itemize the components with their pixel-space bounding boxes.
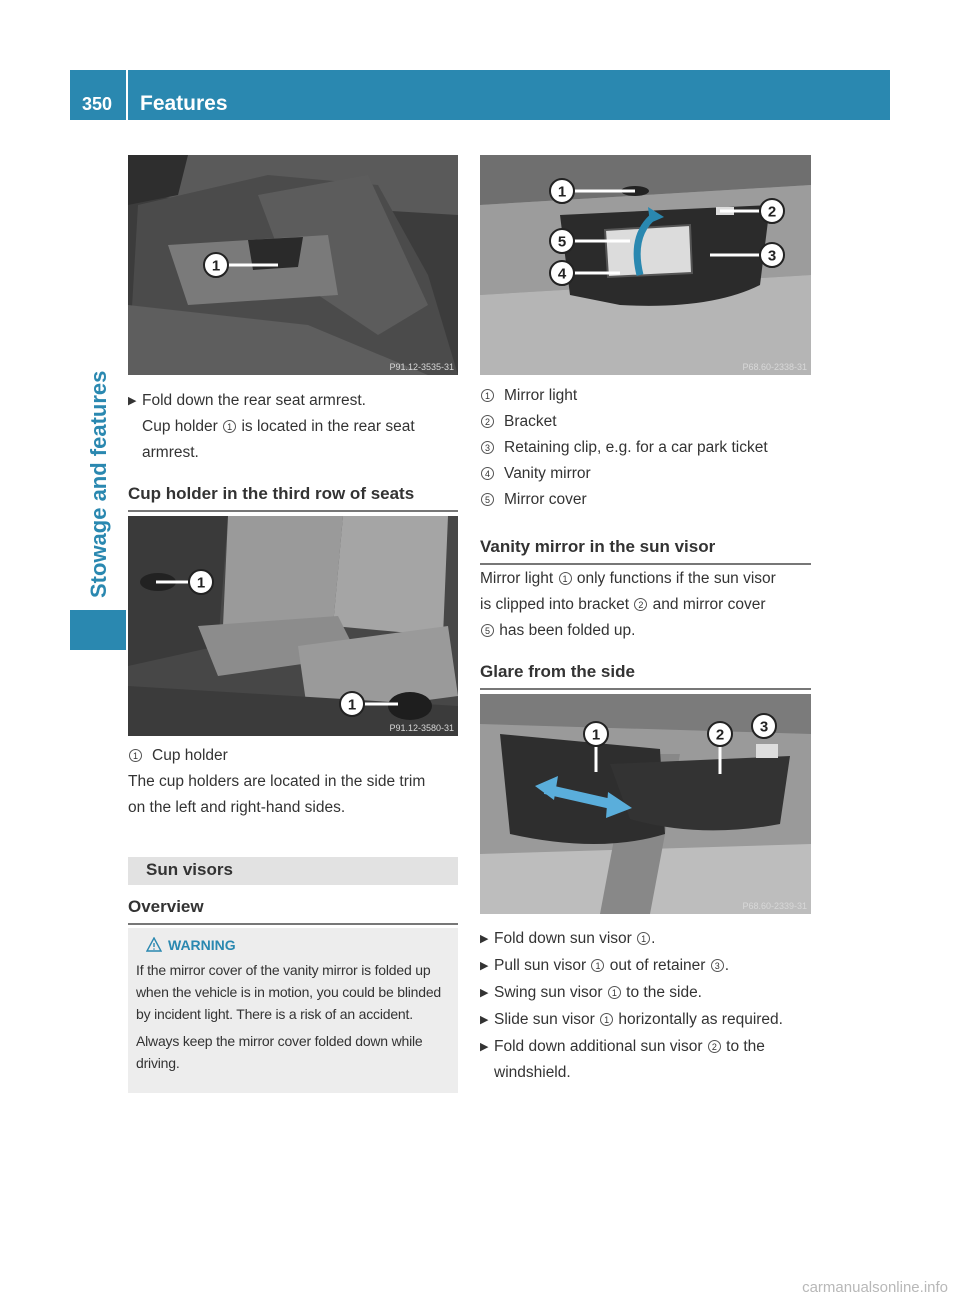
page-number: 350 [82, 94, 113, 114]
step-arrow-icon: ▶ [480, 933, 489, 945]
callout-2-icon: 2 [481, 415, 494, 428]
svg-text:2: 2 [715, 726, 725, 744]
callout-2-icon: 2 [708, 1040, 721, 1053]
heading-overview: Overview [128, 897, 458, 925]
callout-3-icon: 3 [481, 441, 494, 454]
step-arrow-icon: ▶ [480, 987, 489, 999]
svg-text:1: 1 [591, 726, 601, 744]
watermark: carmanualsonline.info [802, 1279, 948, 1296]
callout-5-icon: 5 [481, 624, 494, 637]
para-side-trim: The cup holders are located in the side trim on the left and right-hand sides. [128, 773, 426, 816]
svg-text:4: 4 [557, 265, 567, 283]
section-sun-visors: Sun visors [128, 857, 458, 885]
heading-third-row: Cup holder in the third row of seats [128, 484, 458, 512]
photo-code: P91.12-3580-31 [389, 723, 454, 733]
callout-1-icon: 1 [608, 986, 621, 999]
step-fold-sun-visor: ▶ Fold down sun visor 1 . [480, 926, 655, 952]
step-swing-sun-visor: ▶ Swing sun visor 1 to the side. [480, 980, 702, 1006]
svg-text:1: 1 [557, 183, 567, 201]
photo-code: P91.12-3535-31 [389, 362, 454, 372]
side-tab-label: Stowage and features [86, 370, 111, 598]
heading-glare: Glare from the side [480, 662, 811, 690]
legend-item: 2 Bracket [480, 409, 557, 435]
callout-1-icon: 1 [600, 1013, 613, 1026]
svg-text:3: 3 [759, 718, 769, 736]
svg-text:1: 1 [211, 257, 221, 275]
step-slide-sun-visor: ▶ Slide sun visor 1 horizontally as required. [480, 1007, 783, 1033]
callout-2-icon: 2 [634, 598, 647, 611]
header-divider [126, 70, 128, 120]
warning-triangle-icon [146, 937, 162, 953]
warning-box [128, 928, 458, 1093]
legend-item: 5 Mirror cover [480, 487, 587, 513]
callout-1-icon: 1 [559, 572, 572, 585]
third-row-photo [128, 516, 458, 736]
svg-text:3: 3 [767, 247, 777, 265]
callout-1-icon: 1 [481, 389, 494, 402]
step-fold-additional-visor: ▶ Fold down additional sun visor 2 to the windshield. [480, 1034, 765, 1086]
callout-1-icon: 1 [637, 932, 650, 945]
step-arrow-icon: ▶ [128, 395, 137, 407]
warning-title: WARNING [146, 934, 450, 956]
callout-1-icon: 1 [129, 749, 142, 762]
glare-side-photo [480, 694, 811, 914]
rear-armrest-photo [128, 155, 458, 375]
vanity-mirror-photo [480, 155, 811, 375]
legend-item: 4 Vanity mirror [480, 461, 591, 487]
step-pull-sun-visor: ▶ Pull sun visor 1 out of retainer 3 . [480, 953, 729, 979]
callout-1-icon: 1 [223, 420, 236, 433]
svg-text:5: 5 [557, 233, 567, 251]
step-arrow-icon: ▶ [480, 1014, 489, 1026]
step-arrow-icon: ▶ [480, 1041, 489, 1053]
callout-1-icon: 1 [591, 959, 604, 972]
photo-code: P68.60-2338-31 [742, 362, 807, 372]
callout-5-icon: 5 [481, 493, 494, 506]
photo-code: P68.60-2339-31 [742, 901, 807, 911]
para-vanity-mirror: Mirror light 1 only functions if the sun visor is clipped into bracket 2 and mirror cover 5 has been folded up. [480, 570, 776, 639]
legend-item: 3 Retaining clip, e.g. for a car park ticket [480, 435, 768, 461]
svg-text:1: 1 [347, 696, 357, 714]
side-tab-block [70, 610, 126, 650]
callout-4-icon: 4 [481, 467, 494, 480]
heading-vanity-mirror: Vanity mirror in the sun visor [480, 537, 811, 565]
legend-item: 1 Mirror light [480, 383, 577, 409]
svg-text:1: 1 [196, 574, 206, 592]
svg-text:2: 2 [767, 203, 777, 221]
legend-cup-holder: 1 Cup holder [128, 743, 228, 769]
page-title: Features [140, 92, 228, 115]
callout-3-icon: 3 [711, 959, 724, 972]
step-fold-armrest: ▶ Fold down the rear seat armrest. Cup holder 1 is located in the rear seat armrest. [128, 388, 415, 466]
warning-body: If the mirror cover of the vanity mirror is folded up when the vehicle is in motion, you could be blinded by incident light. There is a risk of an accident. Always keep the mirror cover folded down while driving. [136, 962, 441, 1071]
step-arrow-icon: ▶ [480, 960, 489, 972]
